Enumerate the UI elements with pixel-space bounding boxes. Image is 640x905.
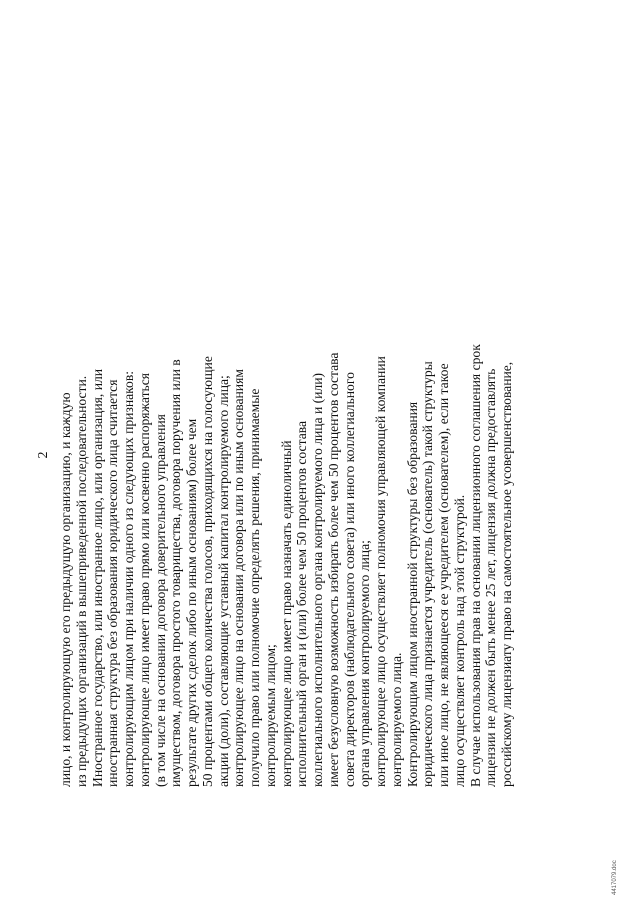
page-number: 2: [36, 451, 51, 459]
text-line: контролирующее лицо осуществляет полномочия управляющей компании: [373, 356, 388, 787]
text-line: имуществом, договора простого товарищества, договора поручения или в: [168, 359, 184, 787]
document-footer-filename: 4417079.doc: [612, 860, 618, 895]
text-line: или иное лицо, не являющееся ее учредителем (основателем), если такое: [436, 363, 451, 787]
text-line: совета директоров (наблюдательного совета) или иного коллегиального: [341, 372, 357, 787]
text-line: лицензии не должен быть менее 25 лет, лицензия должна предоставлять: [483, 368, 499, 787]
text-line: получило право или полномочие определять решения, принимаемые: [247, 388, 262, 787]
text-line: акции (доли), составляющие уставный капитал контролируемого лица;: [215, 375, 231, 787]
text-line: коллегиального исполнительного органа контролируемого лица и (или): [310, 372, 325, 787]
text-line: результате других сделок либо по иным основаниям) более чем: [184, 418, 199, 787]
text-line: контролирующее лицо имеет право прямо или косвенно распоряжаться: [136, 372, 152, 787]
text-line: контролируемого лица.: [388, 652, 404, 787]
text-line: В случае использования прав на основании лицензионного соглашения срок: [467, 344, 483, 787]
text-line: Иностранное государство, или иностранное лицо, или организация, или: [89, 368, 105, 787]
text-line: лицо, и контролирующую его предыдущую организацию, и каждую: [58, 392, 73, 787]
text-line: лицо осуществляет контроль над этой структурой.: [451, 494, 467, 787]
text-line: (в том числе на основании договора доверительного управления: [152, 414, 168, 787]
text-line: 50 процентами общего количества голосов, приходящихся на голосующие: [199, 356, 215, 787]
text-line: российскому лицензиату право на самостоятельное усовершенствование,: [499, 361, 514, 787]
text-line: органа управления контролируемого лица;: [357, 540, 373, 787]
text-line: контролирующим лицом при наличии одного из следующих признаков:: [121, 370, 136, 787]
text-line: из предыдущих организаций в вышеприведенной последовательности.: [73, 375, 89, 787]
text-line: иностранная структура без образования юридического лица считается: [105, 379, 121, 787]
text-line: контролирующее лицо на основании договора или по иным основаниям: [231, 369, 247, 787]
text-line: Контролирующим лицом иностранной структуры без образования: [404, 401, 420, 787]
text-line: имеет безусловную возможность избирать более чем 50 процентов состава: [325, 352, 341, 787]
text-line: юридического лица признается учредитель (основатель) такой структуры: [420, 361, 436, 787]
document-body-text: [58, 0, 515, 787]
text-line: исполнительный орган и (или) более чем 50 процентов состава: [294, 421, 310, 787]
text-line: контролируемым лицом;: [262, 644, 278, 787]
text-line: контролирующее лицо имеет право назначать единоличный: [278, 440, 294, 787]
